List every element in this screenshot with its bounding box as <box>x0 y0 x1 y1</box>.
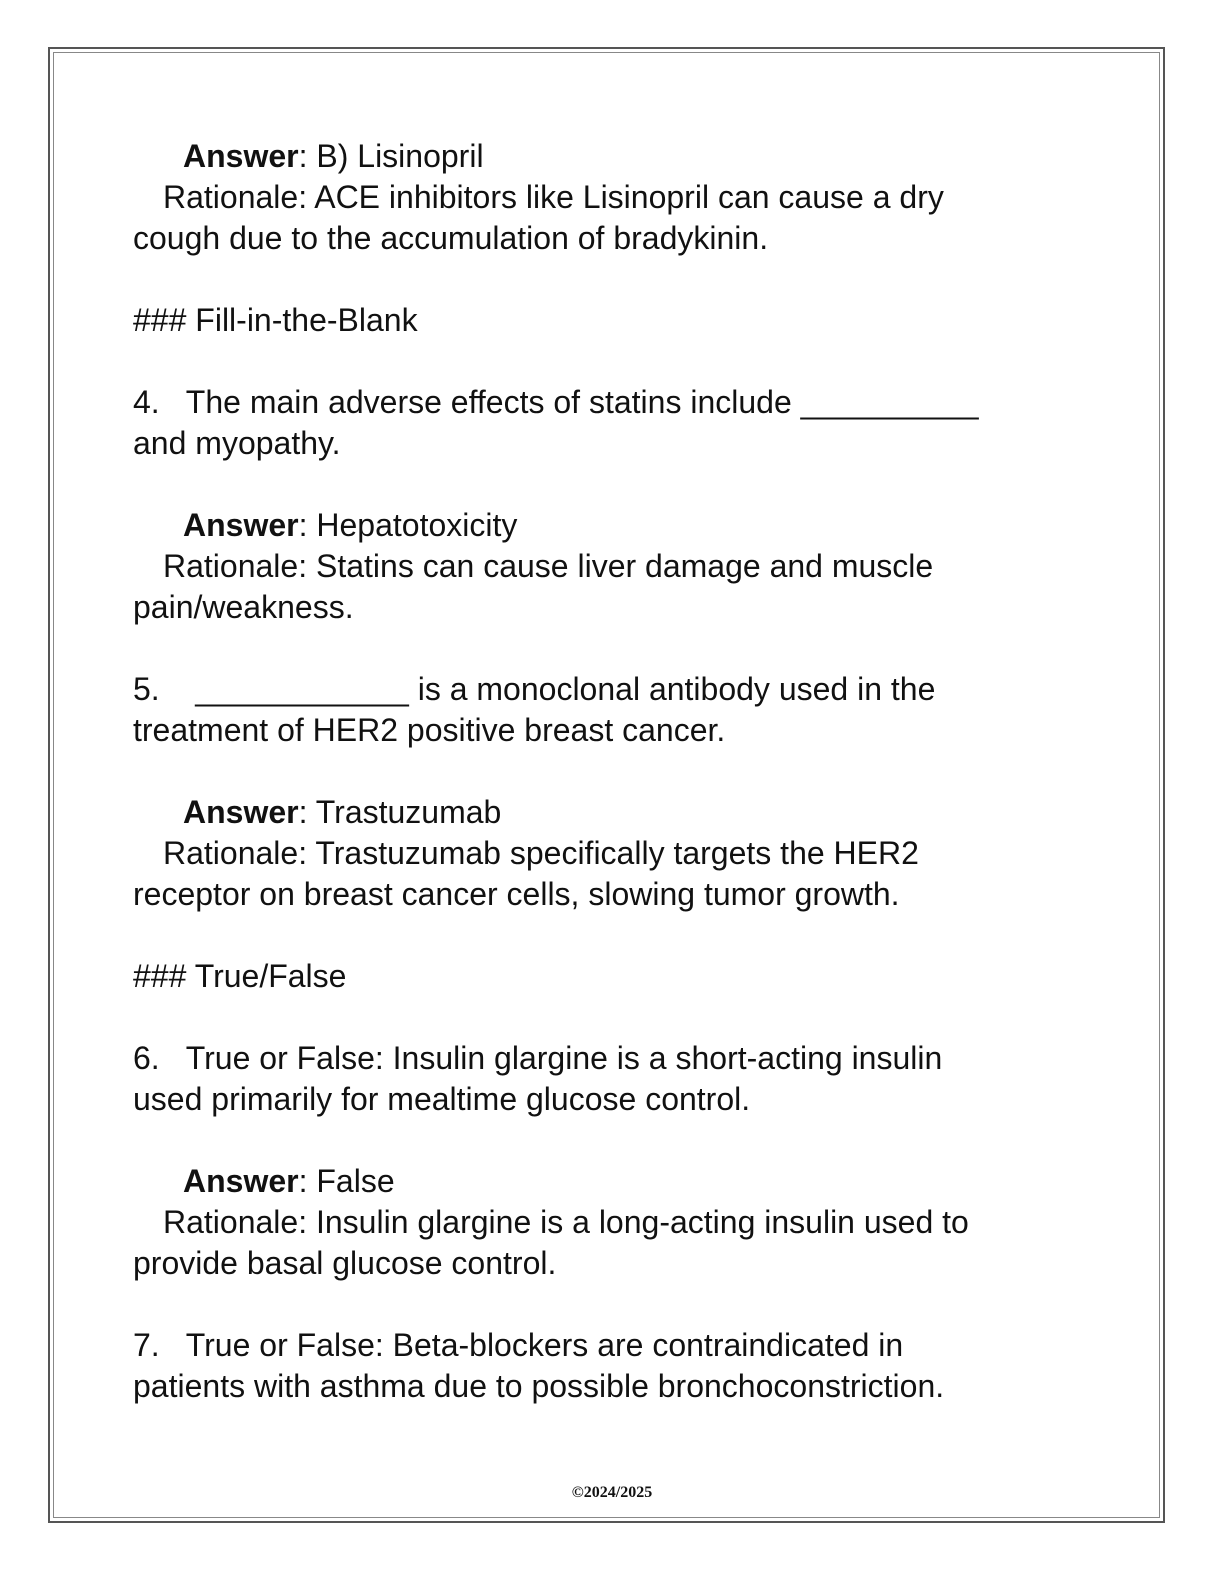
answer-6 <box>133 1161 1093 1202</box>
rationale-4-line-1: Rationale: Statins can cause liver damage and muscle <box>163 548 934 584</box>
answer-5 <box>133 792 1093 833</box>
question-7-line-1: 7. True or False: Beta-blockers are contraindicated in <box>133 1327 904 1363</box>
rationale-6-line-2: provide basal glucose control. <box>133 1245 557 1281</box>
answer-label: Answer <box>183 794 299 830</box>
answer-value: : Hepatotoxicity <box>298 507 518 543</box>
copyright-footer: ©2024/2025 <box>571 1484 653 1501</box>
question-4-line-1: 4. The main adverse effects of statins include __________ <box>133 384 979 420</box>
rationale-6-line-1: Rationale: Insulin glargine is a long-acting insulin used to <box>163 1204 969 1240</box>
answer-value: : Trastuzumab <box>298 794 502 830</box>
rationale-5-line-2: receptor on breast cancer cells, slowing tumor growth. <box>133 876 900 912</box>
rationale-4-line-2: pain/weakness. <box>133 589 354 625</box>
answer-3 <box>133 136 1093 177</box>
question-7-line-2: patients with asthma due to possible bronchoconstriction. <box>133 1368 945 1404</box>
answer-value: : B) Lisinopril <box>298 138 484 174</box>
rationale-3-line-2: cough due to the accumulation of bradykinin. <box>133 220 769 256</box>
answer-label: Answer <box>183 138 299 174</box>
question-4-line-2: and myopathy. <box>133 425 341 461</box>
question-5-line-1: 5. ____________ is a monoclonal antibody used in the <box>133 671 936 707</box>
answer-label: Answer <box>183 507 299 543</box>
heading-true-false: ### True/False <box>133 958 347 994</box>
question-6-line-2: used primarily for mealtime glucose control. <box>133 1081 751 1117</box>
answer-label: Answer <box>183 1163 299 1199</box>
answer-4 <box>133 505 1093 546</box>
question-6-line-1: 6. True or False: Insulin glargine is a short-acting insulin <box>133 1040 943 1076</box>
heading-fill-in-the-blank: ### Fill-in-the-Blank <box>133 302 418 338</box>
question-5-line-2: treatment of HER2 positive breast cancer. <box>133 712 726 748</box>
rationale-5-line-1: Rationale: Trastuzumab specifically targets the HER2 <box>163 835 919 871</box>
document-body <box>133 136 1093 1407</box>
rationale-3-line-1: Rationale: ACE inhibitors like Lisinopril can cause a dry <box>163 179 944 215</box>
answer-value: : False <box>298 1163 395 1199</box>
